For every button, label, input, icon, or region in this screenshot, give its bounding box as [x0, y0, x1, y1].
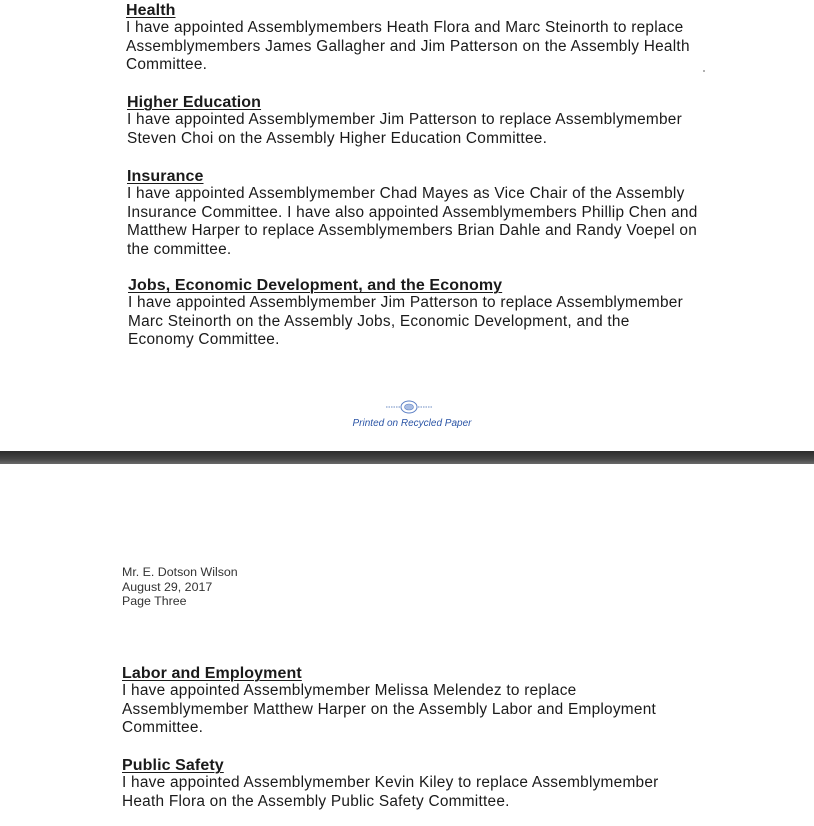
recycled-paper-notice: Printed on Recycled Paper [352, 418, 472, 429]
body-line: I have appointed Assemblymember Jim Patterson to replace Assemblymember [128, 294, 683, 311]
section-heading: Jobs, Economic Development, and the Economy [128, 277, 503, 294]
section-body [126, 19, 726, 75]
union-label-seal-icon [384, 399, 434, 415]
section-body [122, 682, 722, 738]
body-line: I have appointed Assemblymember Melissa Melendez to replace [122, 682, 577, 699]
scan-speck [703, 70, 705, 72]
section-heading: Labor and Employment [122, 665, 302, 682]
section-health [126, 2, 726, 75]
body-line: I have appointed Assemblymember Chad Mayes as Vice Chair of the Assembly [127, 185, 685, 202]
body-line: Steven Choi on the Assembly Higher Education Committee. [127, 129, 548, 147]
section-body [127, 185, 727, 259]
body-line: I have appointed Assemblymembers Heath Flora and Marc Steinorth to replace [126, 19, 684, 36]
body-line: Heath Flora on the Assembly Public Safety Committee. [122, 792, 510, 810]
body-line: Committee. [122, 719, 204, 737]
body-line: the committee. [127, 240, 232, 258]
letter-date: August 29, 2017 [122, 579, 213, 594]
section-heading: Health [126, 2, 176, 19]
section-higher-education [127, 94, 727, 148]
body-line: Economy Committee. [128, 331, 280, 349]
page-separator [0, 451, 814, 464]
section-insurance [127, 168, 727, 259]
page-number: Page Three [122, 594, 187, 608]
body-line: I have appointed Assemblymember Kevin Kiley to replace Assemblymember [122, 774, 659, 791]
section-labor-employment [122, 665, 722, 738]
page-three-top [0, 464, 814, 826]
section-heading: Higher Education [127, 94, 262, 111]
body-line: Assemblymembers James Gallagher and Jim Patterson on the Assembly Health [126, 37, 690, 55]
section-body [122, 774, 722, 811]
body-line: Assemblymember Matthew Harper on the Assembly Labor and Employment [122, 700, 657, 718]
body-line: I have appointed Assemblymember Jim Patterson to replace Assemblymember [127, 111, 682, 128]
body-line: Marc Steinorth on the Assembly Jobs, Economic Development, and the [128, 312, 630, 330]
section-jobs-economy [128, 277, 728, 350]
letter-header [122, 565, 238, 609]
body-line: Committee. [126, 56, 208, 74]
recipient-name: Mr. E. Dotson Wilson [122, 565, 238, 579]
section-body [128, 294, 728, 350]
body-line: Insurance Committee. I have also appointed Assemblymembers Phillip Chen and [127, 203, 698, 221]
section-heading: Public Safety [122, 757, 224, 774]
section-heading: Insurance [127, 168, 204, 185]
section-body [127, 111, 727, 148]
section-public-safety [122, 757, 722, 811]
body-line: Matthew Harper to replace Assemblymembers Brian Dahle and Randy Voepel on [127, 222, 698, 240]
